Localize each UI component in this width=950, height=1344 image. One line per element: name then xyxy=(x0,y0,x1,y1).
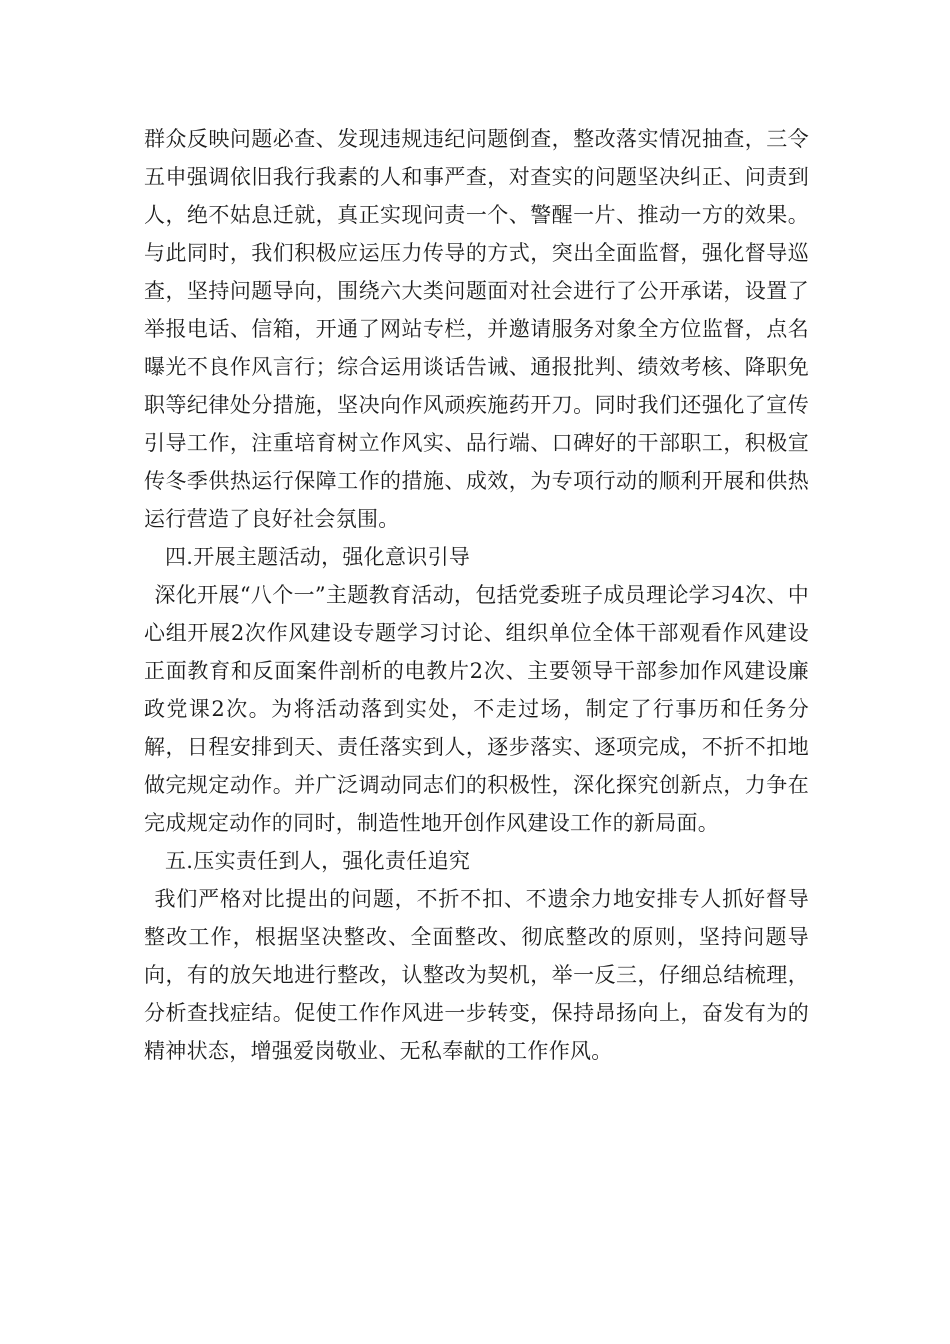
paragraph-accountability: 群众反映问题必查、发现违规违纪问题倒查，整改落实情况抽查，三令五申强调依旧我行我素的人和事严查，对查实的问题坚决纠正、问责到人，绝不姑息迁就，真正实现问责一个、警醒一片、推动一方的效果。与此同时，我们积极应运压力传导的方式，突出全面监督，强化督导巡查，坚持问题导向，围绕六大类问题面对社会进行了公开承诺，设置了举报电话、信箱，开通了网站专栏，并邀请服务对象全方位监督，点名曝光不良作风言行；综合运用谈话告诫、通报批判、绩效考核、降职免职等纪律处分措施，坚决向作风顽疾施药开刀。同时我们还强化了宣传引导工作，注重培育树立作风实、品行端、口碑好的干部职工，积极宣传冬季供热运行保障工作的措施、成效，为专项行动的顺利开展和供热运行营造了良好社会氛围。 xyxy=(144,127,809,531)
section-heading-4: 四.开展主题活动，强化意识引导 xyxy=(165,545,471,569)
section-heading-5: 五.压实责任到人，强化责任追究 xyxy=(165,849,471,873)
paragraph-responsibility: 我们严格对比提出的问题，不折不扣、不遗余力地安排专人抓好督导整改工作，根据坚决整改、全面整改、彻底整改的原则，坚持问题导向，有的放矢地进行整改，认整改为契机，举一反三，仔细总结梳理，分析查找症结。促使工作作风进一步转变，保持昂扬向上，奋发有为的精神状态，增强爱岗敬业、无私奉献的工作作风。 xyxy=(144,887,809,1063)
paragraph-theme-activities: 深化开展“八个一”主题教育活动，包括党委班子成员理论学习4次、中心组开展2次作风建设专题学习讨论、组织单位全体干部观看作风建设正面教育和反面案件剖析的电教片2次、主要领导干部参加作风建设廉政党课2次。为将活动落到实处，不走过场，制定了行事历和任务分解，日程安排到天、责任落实到人，逐步落实、逐项完成，不折不扣地做完规定动作。并广泛调动同志们的积极性，深化探究创新点，力争在完成规定动作的同时，制造性地开创作风建设工作的新局面。 xyxy=(144,583,809,835)
document-body xyxy=(144,120,809,1070)
